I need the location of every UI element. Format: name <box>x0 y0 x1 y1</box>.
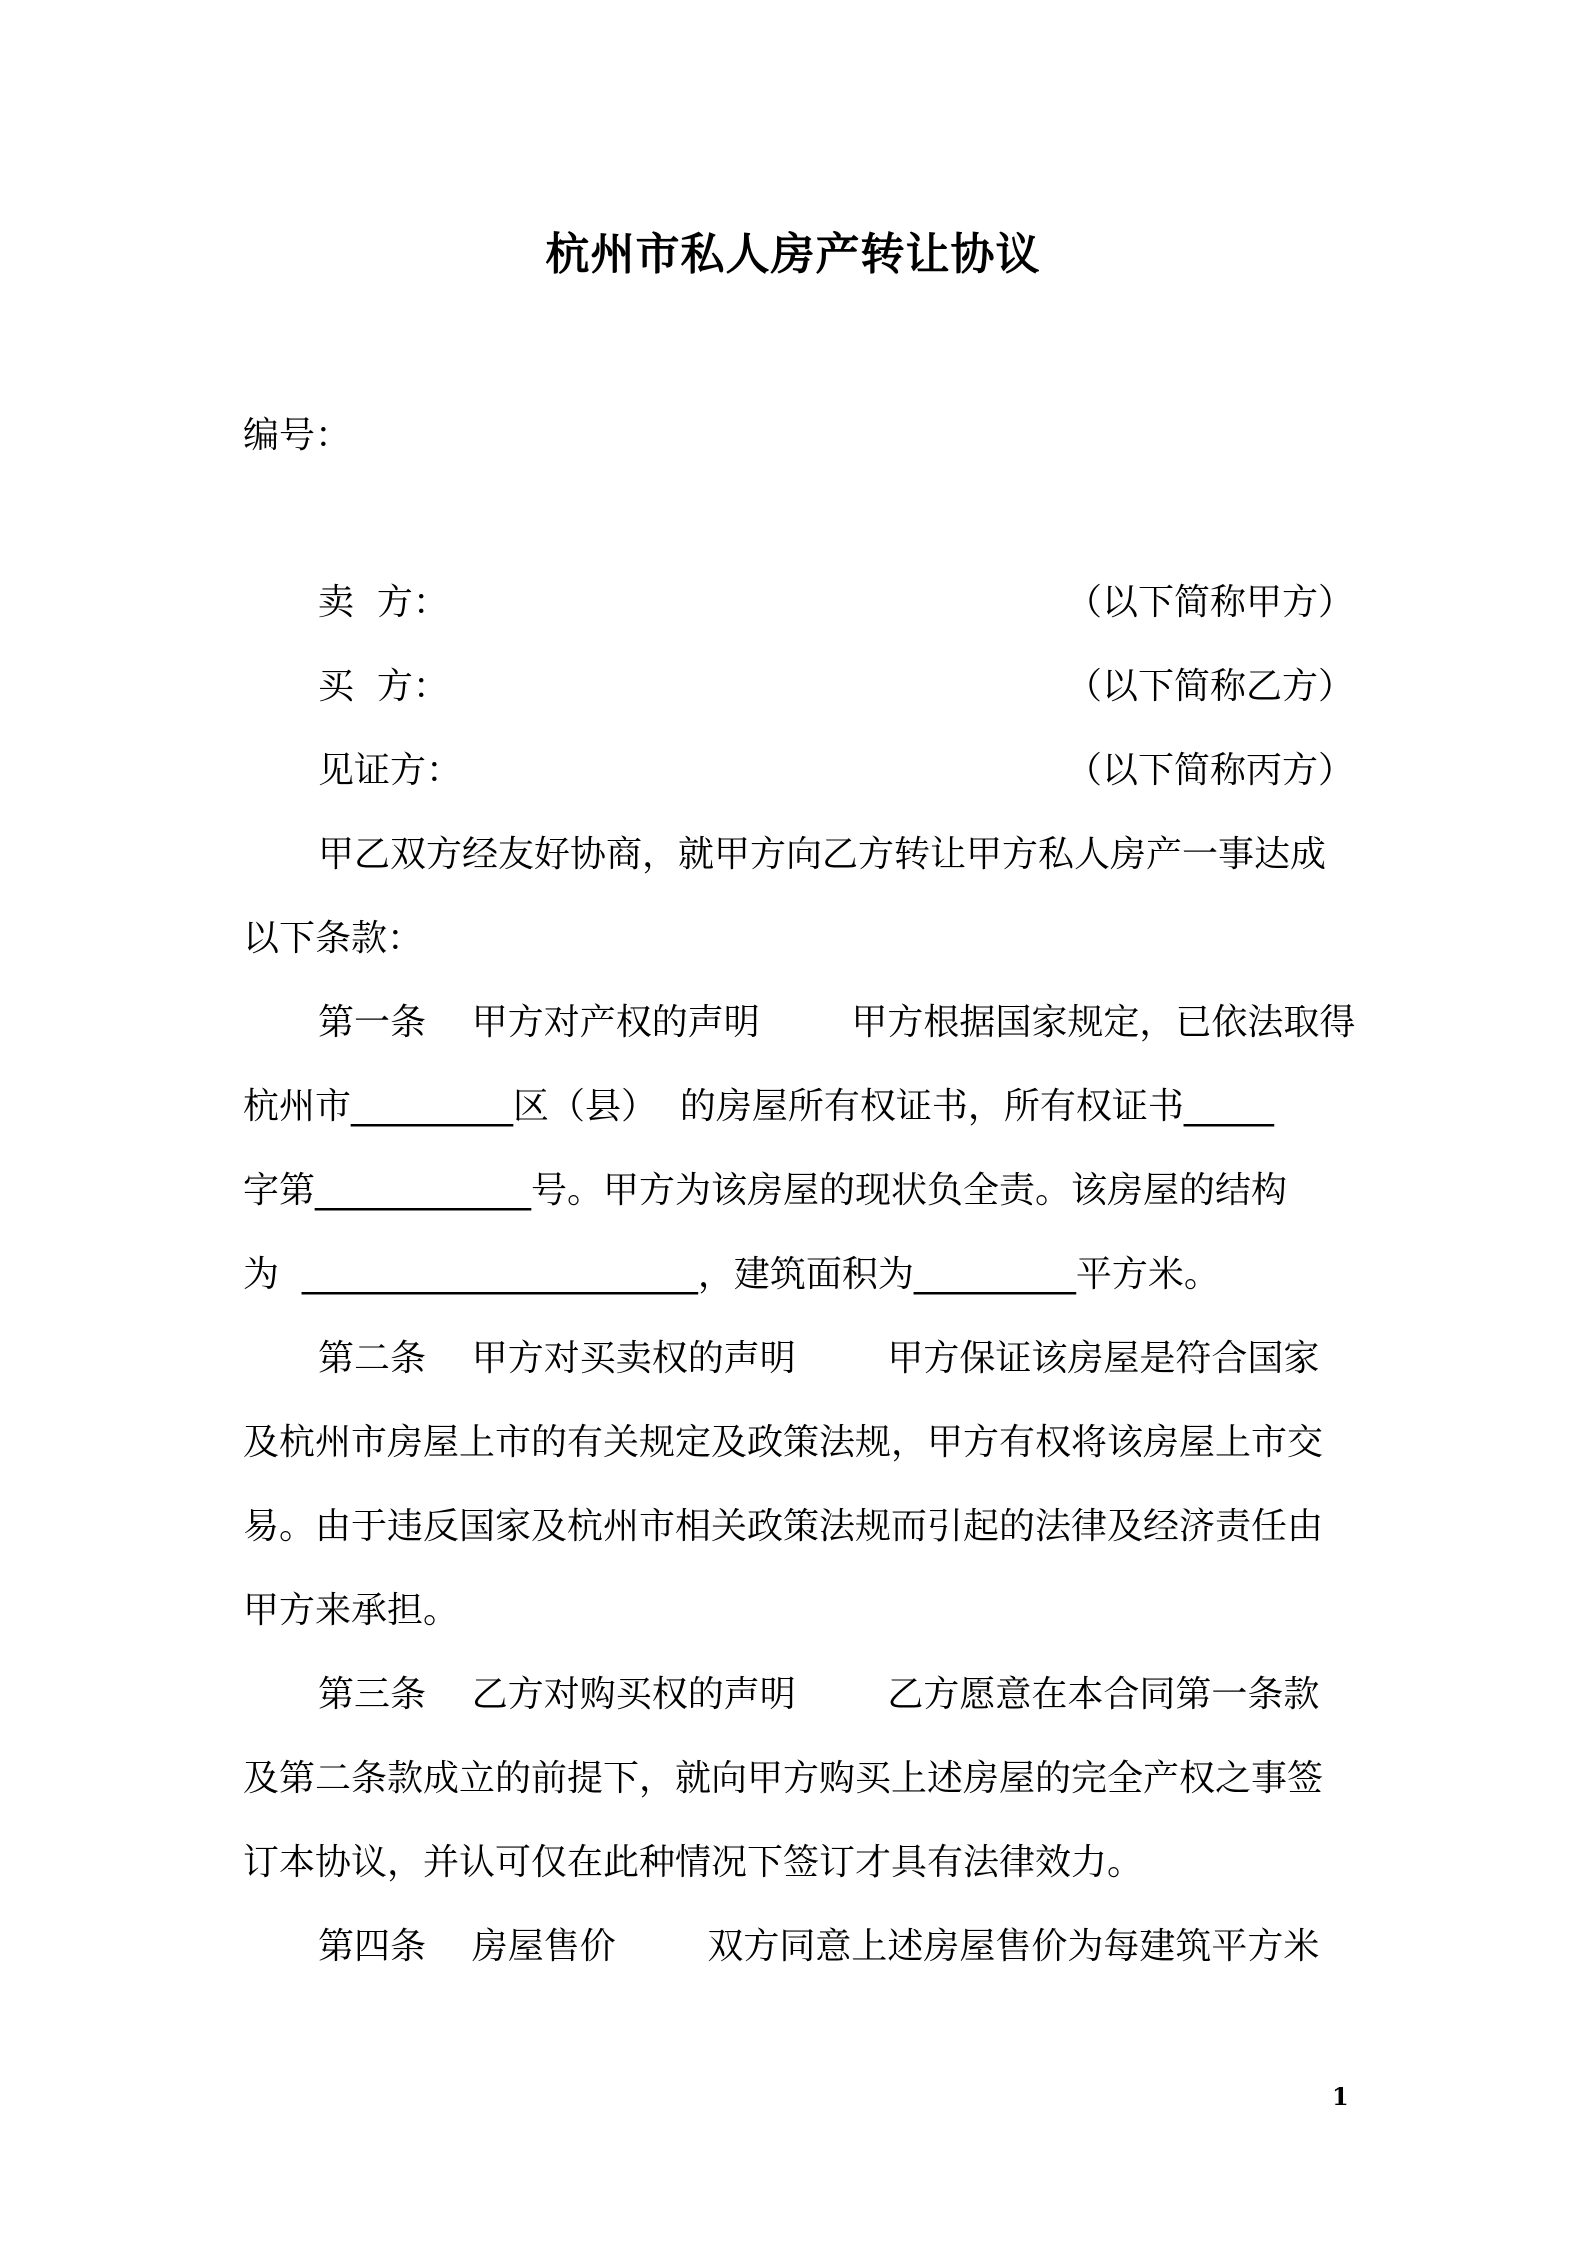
seller-label: 卖 方： <box>318 582 449 623</box>
paragraph-line: 及第二条款成立的前提下，就向甲方购买上述房屋的完全产权之事签 <box>243 1758 1324 1799</box>
paragraph-line: 第二条 甲方对买卖权的声明 甲方保证该房屋是符合国家 <box>318 1338 1320 1379</box>
paragraph-line: 甲乙双方经友好协商，就甲方向乙方转让甲方私人房产一事达成 <box>318 834 1327 875</box>
paragraph-line: 订本协议，并认可仅在此种情况下签订才具有法律效力。 <box>243 1842 1144 1883</box>
number-label: 编号： <box>243 415 352 456</box>
paragraph-line: 易。由于违反国家及杭州市相关政策法规而引起的法律及经济责任由 <box>243 1506 1324 1547</box>
page-number: 1 <box>1332 2082 1349 2111</box>
paragraph-line: 第四条 房屋售价 双方同意上述房屋售价为每建筑平方米 <box>318 1926 1320 1967</box>
witness-alias: （以下简称丙方） <box>1065 750 1354 791</box>
paragraph-line: 第三条 乙方对购买权的声明 乙方愿意在本合同第一条款 <box>318 1674 1320 1715</box>
buyer-alias: （以下简称乙方） <box>1065 666 1354 707</box>
paragraph-line: 杭州市_________区（县） 的房屋所有权证书，所有权证书_____ <box>243 1086 1274 1127</box>
witness-label: 见证方： <box>318 750 463 791</box>
paragraph-line: 甲方来承担。 <box>243 1590 460 1631</box>
paragraph-line: 为 ______________________，建筑面积为_________平方米。 <box>243 1254 1220 1295</box>
buyer-label: 买 方： <box>318 666 449 707</box>
paragraph-line: 以下条款： <box>243 918 424 959</box>
seller-alias: （以下简称甲方） <box>1065 582 1354 623</box>
paragraph-line: 及杭州市房屋上市的有关规定及政策法规，甲方有权将该房屋上市交 <box>243 1422 1324 1463</box>
paragraph-line: 第一条 甲方对产权的声明 甲方根据国家规定，已依法取得 <box>318 1002 1356 1043</box>
document-title: 杭州市私人房产转让协议 <box>545 229 1041 280</box>
paragraph-line: 字第____________号。甲方为该房屋的现状负全责。该房屋的结构 <box>243 1170 1288 1211</box>
